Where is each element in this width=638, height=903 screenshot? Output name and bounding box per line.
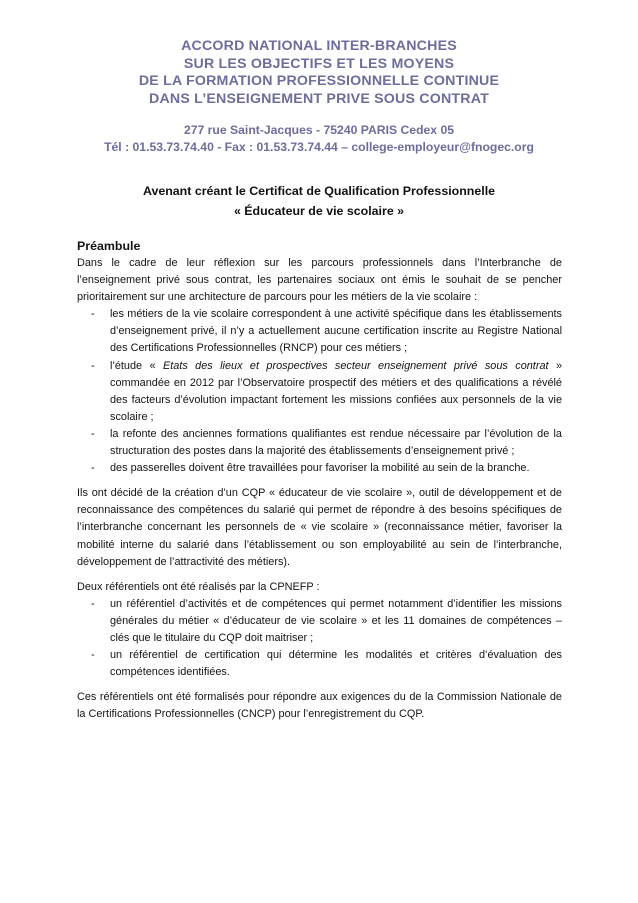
list-item (77, 596, 562, 647)
list-item-text: des passerelles doivent être travaillées pour favoriser la mobilité au sein de la branche. (110, 462, 530, 475)
preambule-intro: Dans le cadre de leur réflexion sur les parcours professionnels dans l’Interbranche de l’enseignement privé sous contrat, les partenaires sociaux ont émis le souhait de se pencher prioritairement sur une architecture de parcours pour les métiers de la vie scolaire : (77, 257, 562, 304)
letterhead-line-1: ACCORD NATIONAL INTER-BRANCHES (181, 38, 457, 54)
paragraph-cqp: Ils ont décidé de la création d’un CQP « éducateur de vie scolaire », outil de développement et de reconnaissance des compétences du salarié qui permet de répondre à des besoins spécifiques de l’interbranche concernant les personnels de « vie scolaire » (reconnaissance métier, favoriser la mobilité interne du salarié dans l’établissement ou son employabilité au sein de l’interbranche, développement de l’attractivité des métiers). (77, 487, 562, 568)
study-title: Etats des lieux et prospectives secteur enseignement privé sous contrat (162, 359, 549, 372)
list-dash: - (91, 359, 95, 372)
paragraph-final: Ces référentiels ont été formalisés pour répondre aux exigences du de la Commission Nationale de la Certifications Professionnelles (CNCP) pour l’enregistrement du CQP. (77, 691, 562, 721)
list-item-suffix: » (548, 359, 562, 372)
referentiels-intro: Deux référentiels ont été réalisés par la CPNEFP : (77, 580, 320, 593)
list-item (77, 426, 562, 460)
list-item-text: un référentiel d’activités et de compétences qui permet notamment d’identifier les missions générales du métier « d’éducateur de vie scolaire » et les 11 domaines de compétences –clés que le titulaire du CQP doit maitriser ; (110, 597, 562, 644)
preambule-list (77, 306, 562, 477)
referentiels-list (77, 596, 562, 681)
letterhead-line-3: DE LA FORMATION PROFESSIONNELLE CONTINUE (138, 73, 500, 89)
letterhead-line-2: SUR LES OBJECTIFS ET LES MOYENS (183, 55, 455, 72)
list-item-text: les métiers de la vie scolaire correspondent à une activité spécifique dans les établissements d’enseignement privé, il n’y a actuellement aucune certification inscrite au Registre National des Certifications Professionnelles (RNCP) pour ces métiers ; (110, 308, 562, 355)
letterhead (0, 38, 638, 154)
list-item (77, 306, 562, 357)
document-title (0, 181, 638, 221)
list-dash: - (91, 427, 95, 440)
document-title-line-1: Avenant créant le Certificat de Qualification Professionnelle (142, 184, 496, 198)
list-item-prefix: l’étude « (110, 359, 163, 372)
list-dash: - (91, 597, 95, 610)
list-item-text: commandée en 2012 par l’Observatoire prospectif des métiers et des qualifications a révélé des facteurs d’évolution impactant fortement les missions confiées aux personnels de la vie scolaire ; (110, 376, 562, 423)
letterhead-address: 277 rue Saint-Jacques - 75240 PARIS Cedex 05 (183, 123, 455, 137)
letterhead-line-4: DANS L’ENSEIGNEMENT PRIVE SOUS CONTRAT (149, 90, 489, 107)
letterhead-contact: Tél : 01.53.73.74.40 - Fax : 01.53.73.74.44 – college-employeur@fnogec.org (104, 140, 534, 154)
section-heading-preambule: Préambule (77, 239, 141, 253)
list-dash: - (91, 308, 95, 321)
document-body (77, 238, 562, 723)
list-item-text: la refonte des anciennes formations qualifiantes est rendue nécessaire par l’évolution de la structuration des postes dans la majorité des établissements d’enseignement privé ; (110, 427, 562, 458)
list-dash: - (91, 649, 95, 662)
list-item-text: un référentiel de certification qui détermine les modalités et critères d’évaluation des compétences identifiées. (110, 649, 562, 679)
list-item (77, 460, 562, 477)
list-item (77, 358, 562, 426)
list-item (77, 647, 562, 681)
document-title-line-2: « Éducateur de vie scolaire » (233, 204, 405, 218)
list-dash: - (91, 462, 95, 475)
